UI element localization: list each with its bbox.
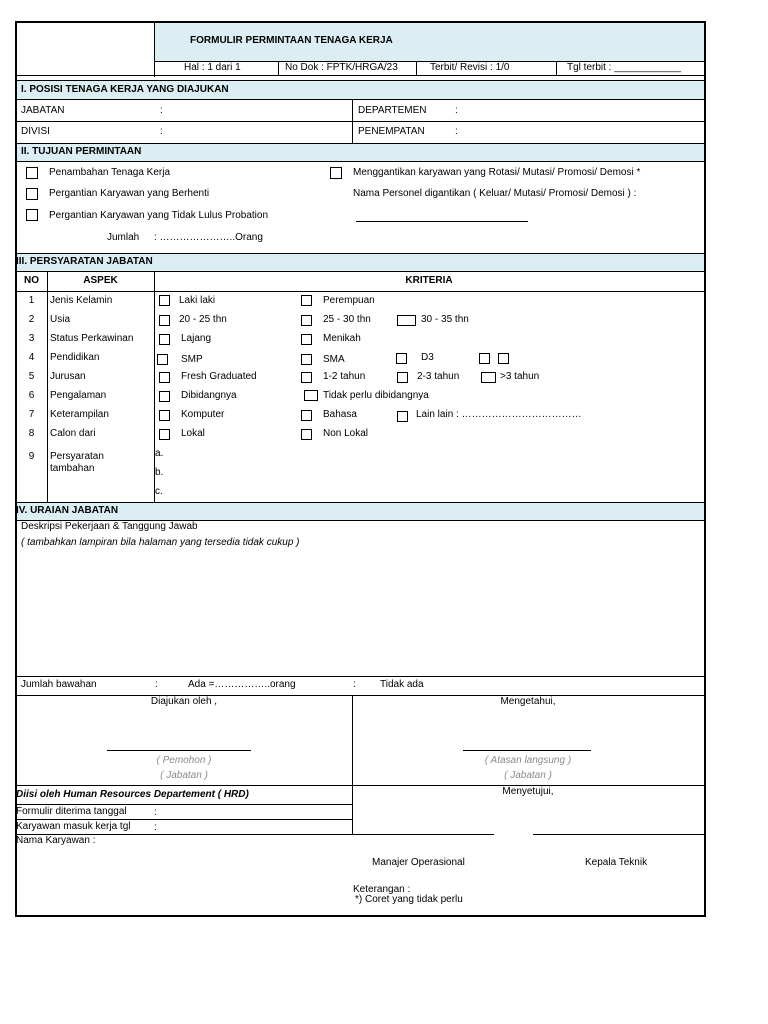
tidak-dibidangnya-label: Tidak perlu dibidangnya (323, 390, 429, 401)
menggantikan-checkbox[interactable] (330, 167, 342, 179)
tidak-dibidangnya-checkbox[interactable] (304, 390, 318, 401)
sma-checkbox[interactable] (301, 354, 312, 365)
row-6-no: 6 (28, 390, 35, 401)
exp-2-3-label: 2-3 tahun (417, 371, 460, 382)
menikah-checkbox[interactable] (301, 334, 312, 345)
mengetahui-label: Mengetahui, (500, 696, 556, 707)
row-1-aspek: Jenis Kelamin (50, 295, 113, 306)
jabatan-field[interactable]: : (160, 105, 163, 116)
section-2-title: II. TUJUAN PERMINTAAN (21, 146, 142, 157)
row-5-no: 5 (28, 371, 35, 382)
diterima-field[interactable]: : (154, 807, 157, 818)
menggantikan-label: Menggantikan karyawan yang Rotasi/ Mutasi/ Promosi/ Demosi * (353, 167, 641, 178)
smp-checkbox[interactable] (157, 354, 168, 365)
row-4-aspek: Pendidikan (50, 352, 100, 363)
menikah-label: Menikah (323, 333, 361, 344)
row-9-aspek-line2: tambahan (50, 463, 95, 474)
row-5-aspek: Jurusan (50, 371, 86, 382)
bahasa-label: Bahasa (323, 409, 357, 420)
d3-checkbox[interactable] (396, 353, 407, 364)
jabatan-label: JABATAN (21, 105, 65, 116)
col-kriteria-header: KRITERIA (405, 275, 453, 286)
row-6-aspek: Pengalaman (50, 390, 107, 401)
keterangan-label: Keterangan : (353, 884, 411, 895)
diterima-label: Formulir diterima tanggal (16, 806, 127, 817)
coret-note: *) Coret yang tidak perlu (355, 894, 463, 905)
jumlah-bawahan-label: Jumlah bawahan (21, 679, 97, 690)
penambahan-label: Penambahan Tenaga Kerja (49, 167, 171, 178)
tambahan-c[interactable]: c. (155, 486, 163, 497)
pergantian-berhenti-label: Pergantian Karyawan yang Berhenti (49, 188, 210, 199)
exp-1-2-label: 1-2 tahun (323, 371, 366, 382)
tidak-ada-option[interactable]: Tidak ada (380, 679, 424, 690)
col-no-header: NO (24, 275, 39, 286)
d3-label: D3 (421, 352, 434, 363)
divisi-label: DIVISI (21, 126, 50, 137)
nama-personel-line[interactable] (356, 221, 528, 222)
atasan-label: ( Atasan langsung ) (484, 755, 572, 766)
row-7-no: 7 (28, 409, 35, 420)
jumlah-label: Jumlah (107, 232, 140, 243)
lokal-checkbox[interactable] (159, 429, 170, 440)
row-9-no: 9 (28, 451, 35, 462)
komputer-checkbox[interactable] (159, 410, 170, 421)
exp-2-3-checkbox[interactable] (397, 372, 408, 383)
dibidangnya-label: Dibidangnya (181, 390, 237, 401)
row-1-no: 1 (28, 295, 35, 306)
form-title: FORMULIR PERMINTAAN TENAGA KERJA (190, 35, 393, 46)
menyetujui-label: Menyetujui, (502, 786, 554, 797)
usia-25-30-checkbox[interactable] (301, 315, 312, 326)
deskripsi-textarea[interactable] (20, 555, 700, 673)
jumlah-bawahan-colon-1: : (155, 679, 158, 690)
doc-number: No Dok : FPTK/HRGA/23 (285, 62, 398, 73)
non-lokal-label: Non Lokal (323, 428, 369, 439)
exp-3plus-label: >3 tahun (500, 371, 540, 382)
usia-20-25-label: 20 - 25 thn (179, 314, 227, 325)
kepala-teknik-label: Kepala Teknik (585, 857, 648, 868)
exp-1-2-checkbox[interactable] (301, 372, 312, 383)
penempatan-label: PENEMPATAN (358, 126, 425, 137)
row-8-aspek: Calon dari (50, 428, 96, 439)
row-7-aspek: Keterampilan (50, 409, 109, 420)
lajang-label: Lajang (181, 333, 212, 344)
bahasa-checkbox[interactable] (301, 410, 312, 421)
perempuan-checkbox[interactable] (301, 295, 312, 306)
jumlah-bawahan-colon-2: : (353, 679, 356, 690)
usia-25-30-label: 25 - 30 thn (323, 314, 371, 325)
jumlah-field[interactable]: : …………………..Orang (154, 232, 263, 243)
hrd-title: Diisi oleh Human Resources Departement ( HRD) (16, 789, 249, 800)
lampiran-note: ( tambahkan lampiran bila halaman yang tersedia tidak cukup ) (21, 537, 300, 548)
row-2-no: 2 (28, 314, 35, 325)
pergantian-berhenti-checkbox[interactable] (26, 188, 38, 200)
row-3-no: 3 (28, 333, 35, 344)
penambahan-checkbox[interactable] (26, 167, 38, 179)
departemen-label: DEPARTEMEN (358, 105, 427, 116)
perempuan-label: Perempuan (323, 295, 375, 306)
fresh-graduated-checkbox[interactable] (159, 372, 170, 383)
pergantian-probation-label: Pergantian Karyawan yang Tidak Lulus Probation (49, 210, 269, 221)
row-9-aspek-line1: Persyaratan (50, 451, 104, 462)
nama-personel-label: Nama Personel digantikan ( Keluar/ Mutasi/ Promosi/ Demosi ) : (353, 188, 637, 199)
lajang-checkbox[interactable] (159, 334, 170, 345)
manajer-label: Manajer Operasional (372, 857, 465, 868)
row-2-aspek: Usia (50, 314, 71, 325)
atasan-signature-line[interactable] (463, 750, 591, 751)
col-aspek-header: ASPEK (83, 275, 118, 286)
diajukan-label: Diajukan oleh , (150, 696, 218, 707)
deskripsi-label: Deskripsi Pekerjaan & Tanggung Jawab (21, 521, 198, 532)
masuk-field[interactable]: : (154, 822, 157, 833)
dibidangnya-checkbox[interactable] (159, 391, 170, 402)
exp-3plus-checkbox[interactable] (481, 372, 496, 383)
smp-label: SMP (181, 354, 203, 365)
pemohon-signature-line[interactable] (107, 750, 251, 751)
row-4-no: 4 (28, 352, 35, 363)
usia-20-25-checkbox[interactable] (159, 315, 170, 326)
section-4-title: IV. URAIAN JABATAN (16, 505, 119, 516)
masuk-label: Karyawan masuk kerja tgl (16, 821, 131, 832)
row-3-aspek: Status Perkawinan (50, 333, 134, 344)
penempatan-field[interactable]: : (455, 126, 458, 137)
pergantian-probation-checkbox[interactable] (26, 209, 38, 221)
departemen-field[interactable]: : (455, 105, 458, 116)
lokal-label: Lokal (181, 428, 205, 439)
section-3-title: III. PERSYARATAN JABATAN (16, 256, 153, 267)
komputer-label: Komputer (181, 409, 225, 420)
page-info: Hal : 1 dari 1 (184, 62, 241, 73)
fresh-graduated-label: Fresh Graduated (181, 371, 257, 382)
section-1-title: I. POSISI TENAGA KERJA YANG DIAJUKAN (21, 84, 229, 95)
sma-label: SMA (323, 354, 345, 365)
pemohon-label: ( Pemohon ) (156, 755, 212, 766)
divisi-field[interactable]: : (160, 126, 163, 137)
jabatan-2-label: ( Jabatan ) (504, 770, 552, 781)
lain-lain-label: Lain lain : ……………………………… (416, 409, 582, 420)
ada-option[interactable]: Ada =……………..orang (188, 679, 296, 690)
laki-laki-checkbox[interactable] (159, 295, 170, 306)
laki-laki-label: Laki laki (179, 295, 216, 306)
jabatan-1-label: ( Jabatan ) (160, 770, 208, 781)
revision: Terbit/ Revisi : 1/0 (430, 62, 510, 73)
lain-lain-checkbox[interactable] (397, 411, 408, 422)
tambahan-a[interactable]: a. (155, 448, 164, 459)
non-lokal-checkbox[interactable] (301, 429, 312, 440)
usia-30-35-label: 30 - 35 thn (421, 314, 469, 325)
nama-karyawan-label: Nama Karyawan : (16, 835, 96, 846)
issue-date: Tgl terbit : ____________ (567, 62, 681, 73)
row-8-no: 8 (28, 428, 35, 439)
tambahan-b[interactable]: b. (155, 467, 164, 478)
usia-30-35-checkbox[interactable] (397, 315, 416, 326)
s2-checkbox[interactable] (498, 353, 509, 364)
s1-checkbox[interactable] (479, 353, 490, 364)
